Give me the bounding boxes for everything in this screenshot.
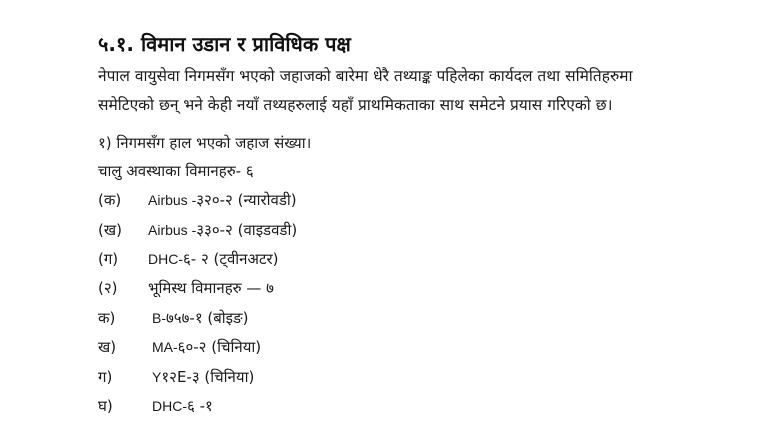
aircraft-model: DHC- xyxy=(148,251,183,267)
list-item-text xyxy=(148,249,279,269)
section-heading: ५.१. विमान उडान र प्राविधिक पक्ष xyxy=(98,32,351,56)
list-marker: (ख) xyxy=(98,221,122,239)
list-marker: (२) xyxy=(98,279,118,297)
aircraft-model: MA- xyxy=(152,339,178,355)
operational-aircraft-label: चालु अवस्थाका विमानहरु- ६ xyxy=(98,162,254,180)
aircraft-detail: ३३०-२ (वाइडवडी) xyxy=(196,221,298,239)
aircraft-detail: १२E-३ (चिनिया) xyxy=(161,368,255,386)
aircraft-detail: ६०-२ (चिनिया) xyxy=(177,338,262,356)
list-item-text xyxy=(152,367,254,387)
list-marker: (ग) xyxy=(98,250,119,268)
aircraft-detail: ६ -१ xyxy=(187,397,213,415)
aircraft-model: Airbus - xyxy=(148,222,197,238)
intro-paragraph-line-1: नेपाल वायुसेवा निगमसँग भएको जहाजको बारेमा धेरै तथ्याङ्क पहिलेका कार्यदल तथा समितिहरुमा xyxy=(98,67,633,85)
list-item-text xyxy=(152,337,261,357)
aircraft-model: Y xyxy=(152,369,162,385)
list-item-text xyxy=(152,396,213,416)
intro-paragraph-line-2: समेटिएको छन् भने केही नयाँ तथ्यहरुलाई यहाँ प्राथमिकताका साथ समेटने प्रयास गरिएको छ। xyxy=(98,96,613,114)
aircraft-model: Airbus - xyxy=(148,192,197,208)
aircraft-model: B- xyxy=(152,310,166,326)
fleet-intro: १) निगमसँग हाल भएको जहाज संख्या। xyxy=(98,134,312,152)
list-marker: घ) xyxy=(98,397,113,415)
aircraft-detail: ६- २ (ट्वीनअटर) xyxy=(183,250,279,268)
list-item-text xyxy=(148,220,297,240)
list-item-text xyxy=(148,190,297,210)
list-marker: ग) xyxy=(98,368,113,386)
aircraft-detail: ७५७-१ (बोइङ) xyxy=(166,309,249,327)
grounded-aircraft-label: भूमिस्थ विमानहरु — ७ xyxy=(148,279,274,297)
aircraft-detail: ३२०-२ (न्यारोवडी) xyxy=(196,191,297,209)
list-item-text xyxy=(152,308,248,328)
list-marker: क) xyxy=(98,309,116,327)
list-marker: (क) xyxy=(98,191,122,209)
aircraft-model: DHC- xyxy=(152,398,187,414)
list-marker: ख) xyxy=(98,338,117,356)
